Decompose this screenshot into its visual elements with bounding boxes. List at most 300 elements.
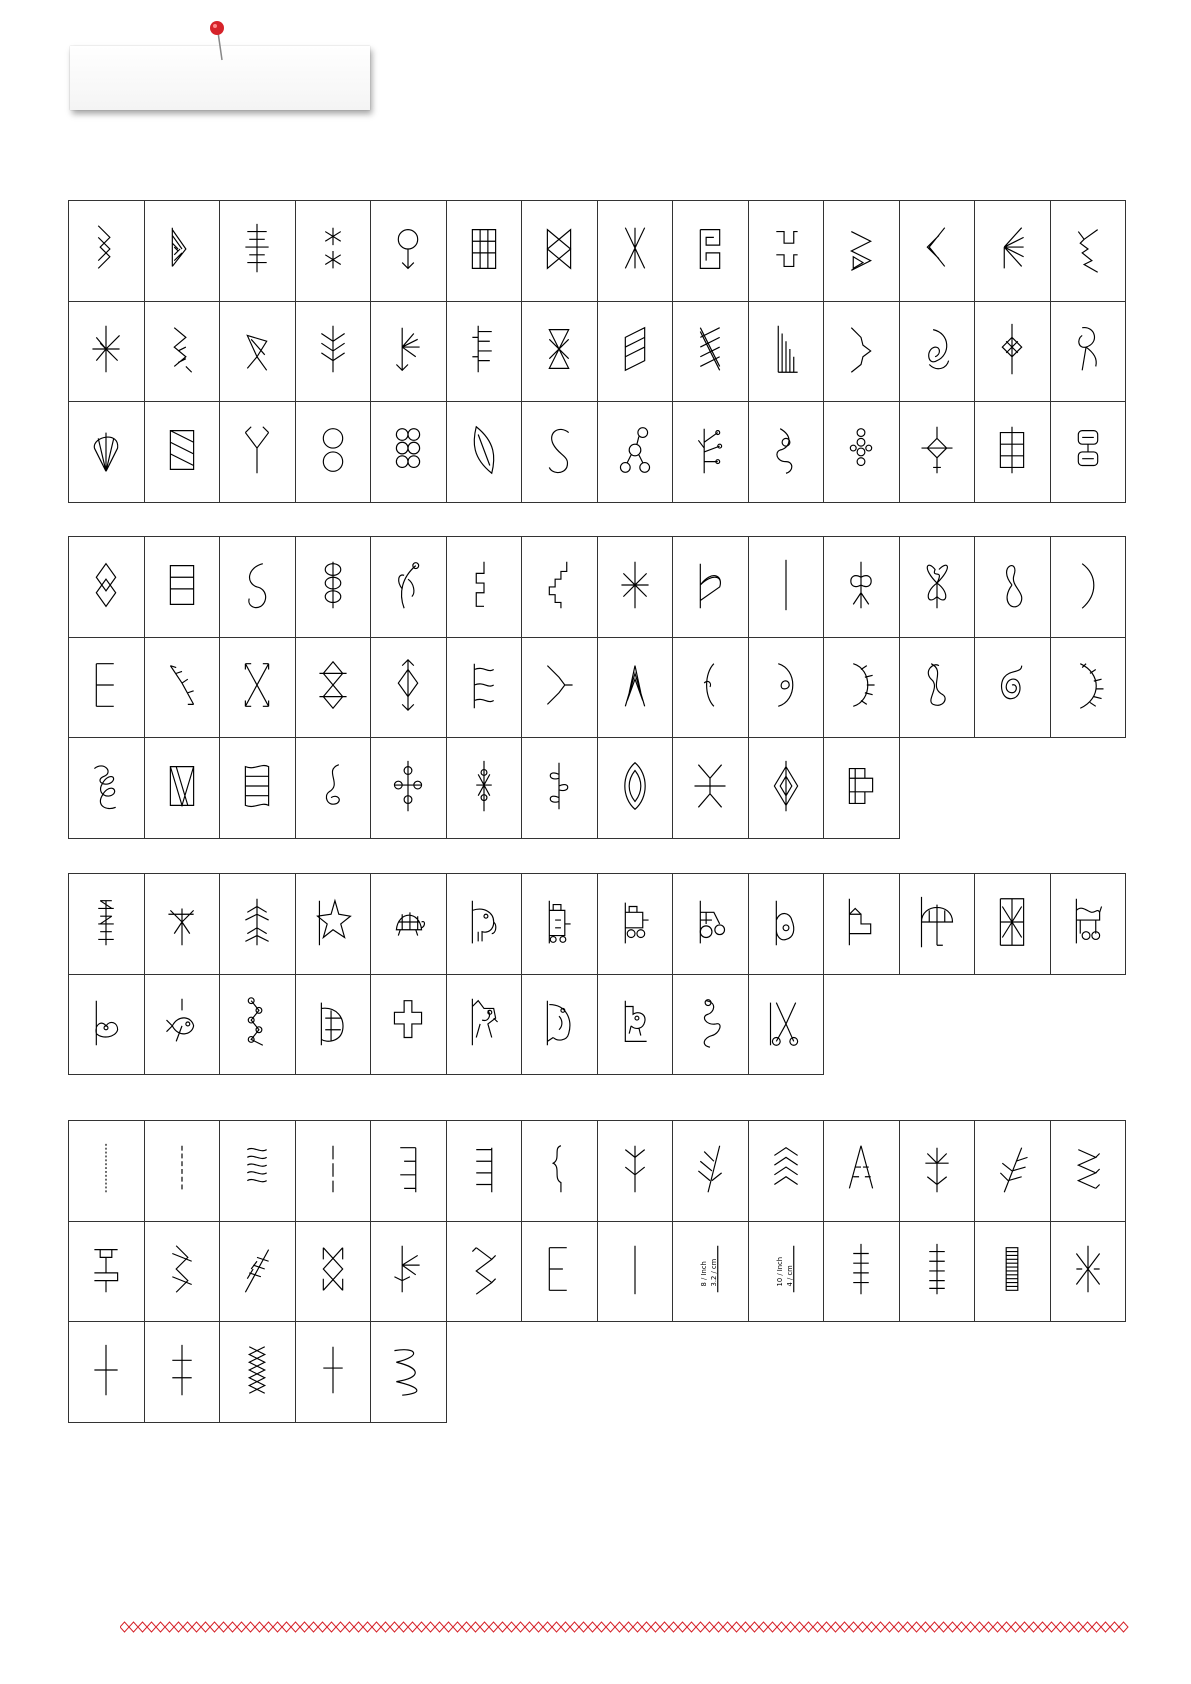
stitch-cell[interactable] bbox=[899, 402, 975, 503]
empty-cell bbox=[597, 1322, 673, 1423]
stitch-cell[interactable] bbox=[295, 1322, 371, 1423]
stitch-cell[interactable] bbox=[748, 402, 824, 503]
stitch-cell[interactable] bbox=[144, 637, 220, 738]
starburst-stitch-icon bbox=[86, 318, 126, 380]
frog-stitch-icon bbox=[313, 991, 353, 1053]
zig-fan-stitch-icon bbox=[1068, 1138, 1108, 1200]
arrow-wedge-stitch-icon bbox=[841, 218, 881, 280]
stitch-cell[interactable] bbox=[1050, 874, 1126, 975]
e-shape-stitch-icon bbox=[539, 1238, 579, 1300]
stitch-cell[interactable] bbox=[597, 1121, 673, 1222]
buttonhole-10-top-text: 10 / Inch bbox=[775, 1257, 784, 1287]
stitch-cell[interactable] bbox=[522, 1121, 598, 1222]
stitch-cell[interactable] bbox=[144, 1121, 220, 1222]
stitch-cell[interactable] bbox=[899, 637, 975, 738]
stitch-cell[interactable] bbox=[522, 637, 598, 738]
stitch-table-3 bbox=[68, 873, 1126, 1075]
push-pin-icon bbox=[205, 18, 235, 64]
cross-stitch-zig-stitch-icon bbox=[237, 1339, 277, 1401]
stitch-cell[interactable] bbox=[899, 537, 975, 638]
label-block-stitch-icon bbox=[237, 1138, 277, 1200]
arc-stitch-icon bbox=[1068, 554, 1108, 616]
cross-stitch-icon bbox=[388, 991, 428, 1053]
stitch-cell[interactable] bbox=[748, 201, 824, 302]
s-curve-stitch-icon bbox=[539, 419, 579, 481]
window-butterfly-stitch-icon bbox=[992, 891, 1032, 953]
arrow-feather-stitch-icon bbox=[237, 1238, 277, 1300]
brace-stitch-icon bbox=[539, 1138, 579, 1200]
stitch-cell[interactable] bbox=[975, 874, 1051, 975]
empty-cell bbox=[824, 974, 900, 1075]
arrow-v-stitch-icon bbox=[162, 654, 202, 716]
stitch-cell[interactable] bbox=[748, 874, 824, 975]
stitch-cell[interactable] bbox=[522, 301, 598, 402]
stitch-cell[interactable] bbox=[899, 1221, 975, 1322]
stitch-cell[interactable] bbox=[673, 637, 749, 738]
fan-bundle-stitch-icon bbox=[615, 654, 655, 716]
meander-stitch-icon bbox=[766, 218, 806, 280]
stitch-cell[interactable] bbox=[673, 738, 749, 839]
fish-stitch-icon bbox=[162, 991, 202, 1053]
stitch-cell[interactable] bbox=[899, 1121, 975, 1222]
stitch-cell[interactable] bbox=[446, 537, 522, 638]
stitch-cell[interactable] bbox=[295, 402, 371, 503]
buttonhole-10-bottom-text: 4 / cm bbox=[785, 1265, 794, 1287]
branch-arrows-stitch-icon bbox=[615, 1138, 655, 1200]
empty-cell bbox=[975, 974, 1051, 1075]
stitch-cell[interactable] bbox=[673, 201, 749, 302]
umbrella-stitch-icon bbox=[917, 891, 957, 953]
scroll-block-stitch-icon bbox=[1068, 419, 1108, 481]
stitch-cell[interactable] bbox=[1050, 537, 1126, 638]
stitch-cell[interactable] bbox=[975, 402, 1051, 503]
chevron-pair-stitch-icon bbox=[917, 218, 957, 280]
stitch-cell[interactable] bbox=[69, 974, 145, 1075]
decorative-stitch-border bbox=[120, 1620, 1130, 1634]
stitch-cell[interactable] bbox=[371, 1221, 447, 1322]
stitch-cell[interactable] bbox=[220, 1221, 296, 1322]
step-angle-stitch-icon bbox=[841, 318, 881, 380]
diamond-stack-stitch-icon bbox=[313, 654, 353, 716]
stitch-row bbox=[69, 874, 1126, 975]
stitch-cell[interactable] bbox=[597, 402, 673, 503]
stitch-cell[interactable] bbox=[975, 1221, 1051, 1322]
empty-cell bbox=[899, 974, 975, 1075]
y-branch-stitch-icon bbox=[237, 419, 277, 481]
stitch-cell[interactable] bbox=[220, 1121, 296, 1222]
double-star-stitch-icon bbox=[313, 218, 353, 280]
stitch-cell[interactable] bbox=[597, 637, 673, 738]
house-stitch-icon bbox=[841, 891, 881, 953]
star-x-stitch-icon bbox=[1068, 1238, 1108, 1300]
stitch-cell[interactable] bbox=[673, 1121, 749, 1222]
stitch-cell[interactable] bbox=[446, 974, 522, 1075]
wave-hook-stitch-icon bbox=[313, 755, 353, 817]
empty-cell bbox=[1050, 1322, 1126, 1423]
empty-cell bbox=[899, 1322, 975, 1423]
double-diamond-stitch-icon bbox=[86, 554, 126, 616]
stitch-cell[interactable] bbox=[371, 537, 447, 638]
stitch-row bbox=[69, 537, 1126, 638]
stitch-cell[interactable] bbox=[446, 874, 522, 975]
stitch-cell[interactable] bbox=[295, 974, 371, 1075]
fringe-arc-stitch-icon bbox=[841, 654, 881, 716]
stitch-cell[interactable] bbox=[69, 1322, 145, 1423]
stitch-row bbox=[69, 1322, 1126, 1423]
stitch-cell[interactable] bbox=[144, 537, 220, 638]
leaf-outline-stitch-icon bbox=[464, 419, 504, 481]
stitch-cell[interactable] bbox=[144, 974, 220, 1075]
stitch-cell[interactable] bbox=[975, 1121, 1051, 1222]
stitch-table-1 bbox=[68, 200, 1126, 503]
stitch-cell[interactable] bbox=[673, 874, 749, 975]
stitch-cell[interactable] bbox=[371, 1322, 447, 1423]
stitch-cell[interactable] bbox=[1050, 201, 1126, 302]
cross-bar-stitch-icon bbox=[86, 1339, 126, 1401]
stitch-cell[interactable] bbox=[597, 738, 673, 839]
chevron-stack-stitch-icon bbox=[766, 1138, 806, 1200]
tulip-stitch-icon bbox=[1068, 318, 1108, 380]
stitch-cell[interactable] bbox=[673, 402, 749, 503]
bow-stitch-icon bbox=[841, 554, 881, 616]
empty-cell bbox=[522, 1322, 598, 1423]
stitch-cell[interactable] bbox=[69, 874, 145, 975]
stitch-cell[interactable] bbox=[824, 738, 900, 839]
stitch-cell[interactable] bbox=[220, 738, 296, 839]
oval-chain-stitch-icon bbox=[313, 554, 353, 616]
empty-cell bbox=[748, 1322, 824, 1423]
elephant-stitch-icon bbox=[464, 891, 504, 953]
stitch-cell[interactable] bbox=[220, 974, 296, 1075]
stitch-cell[interactable] bbox=[824, 1221, 900, 1322]
stitch-cell[interactable] bbox=[446, 201, 522, 302]
buttonhole-10-stitch-icon bbox=[766, 1238, 806, 1300]
stitch-cell[interactable] bbox=[673, 537, 749, 638]
tree-pair-stitch-icon bbox=[237, 891, 277, 953]
zigzag-block-stitch-icon bbox=[162, 755, 202, 817]
leaf-diamond-stitch-icon bbox=[992, 318, 1032, 380]
heart-stitch-icon bbox=[690, 554, 730, 616]
stitch-cell[interactable] bbox=[597, 201, 673, 302]
stitch-cell[interactable] bbox=[69, 537, 145, 638]
stitch-cell[interactable] bbox=[1050, 402, 1126, 503]
stitch-cell[interactable] bbox=[824, 402, 900, 503]
double-circle-stitch-icon bbox=[313, 419, 353, 481]
stitch-cell[interactable] bbox=[69, 637, 145, 738]
stitch-cell[interactable] bbox=[295, 874, 371, 975]
arrow-diamond-stitch-icon bbox=[388, 654, 428, 716]
diamond-cross-stitch-icon bbox=[86, 218, 126, 280]
empty-cell bbox=[446, 1322, 522, 1423]
stitch-cell[interactable] bbox=[748, 1221, 824, 1322]
flower-stem-stitch-icon bbox=[388, 554, 428, 616]
empty-cell bbox=[975, 1322, 1051, 1423]
bow-x-stitch-icon bbox=[313, 1238, 353, 1300]
asterisk-stitch-icon bbox=[615, 554, 655, 616]
stitch-cell[interactable] bbox=[597, 974, 673, 1075]
stitch-cell[interactable] bbox=[295, 201, 371, 302]
stitch-cell[interactable] bbox=[975, 301, 1051, 402]
stitch-cell[interactable] bbox=[975, 637, 1051, 738]
bow-tie-stitch-icon bbox=[539, 218, 579, 280]
stitch-cell[interactable] bbox=[824, 1121, 900, 1222]
stitch-cell[interactable] bbox=[1050, 637, 1126, 738]
stitch-cell[interactable] bbox=[446, 1221, 522, 1322]
cross-bar-double-stitch-icon bbox=[162, 1339, 202, 1401]
stitch-cell[interactable] bbox=[522, 402, 598, 503]
stitch-cell[interactable] bbox=[371, 637, 447, 738]
stitch-cell[interactable] bbox=[446, 301, 522, 402]
dash-line-stitch-icon bbox=[162, 1138, 202, 1200]
dot-cross-stitch-icon bbox=[464, 755, 504, 817]
stitch-cell[interactable] bbox=[144, 301, 220, 402]
stitch-cell[interactable] bbox=[69, 1121, 145, 1222]
comb-three-b-stitch-icon bbox=[464, 1138, 504, 1200]
empty-cell bbox=[673, 1322, 749, 1423]
stitch-cell[interactable] bbox=[824, 201, 900, 302]
feather-zigzag-stitch-icon bbox=[690, 318, 730, 380]
stitch-cell[interactable] bbox=[597, 301, 673, 402]
stitch-cell[interactable] bbox=[899, 874, 975, 975]
stitch-cell[interactable] bbox=[220, 201, 296, 302]
fancy-block-stitch-icon bbox=[841, 755, 881, 817]
stitch-cell[interactable] bbox=[144, 402, 220, 503]
shell-fan-stitch-icon bbox=[86, 419, 126, 481]
stitch-row bbox=[69, 738, 1126, 839]
v-curve-stitch-icon bbox=[539, 654, 579, 716]
fan-lines-stitch-icon bbox=[992, 218, 1032, 280]
kite-stitch-icon bbox=[237, 318, 277, 380]
stitch-cell[interactable] bbox=[220, 537, 296, 638]
fan-flower-stitch-icon bbox=[162, 891, 202, 953]
loops-stitch-icon bbox=[86, 755, 126, 817]
stitch-cell[interactable] bbox=[220, 874, 296, 975]
stitch-row bbox=[69, 201, 1126, 302]
diamond-point-stitch-icon bbox=[766, 755, 806, 817]
swirl-stitch-icon bbox=[237, 554, 277, 616]
stitch-cell[interactable] bbox=[673, 301, 749, 402]
comb-e-stitch-icon bbox=[86, 654, 126, 716]
cross-zig-stitch-icon bbox=[464, 1238, 504, 1300]
stitch-table-4 bbox=[68, 1120, 1126, 1423]
satin-bar-stitch-icon bbox=[992, 1238, 1032, 1300]
dolphin-stitch-icon bbox=[539, 991, 579, 1053]
stitch-cell[interactable] bbox=[371, 301, 447, 402]
empty-cell bbox=[1050, 974, 1126, 1075]
zigzag-arrows-stitch-icon bbox=[162, 318, 202, 380]
stitch-cell[interactable] bbox=[748, 1121, 824, 1222]
stitch-cell[interactable] bbox=[748, 301, 824, 402]
straight-line-stitch-icon bbox=[766, 554, 806, 616]
stitch-cell[interactable] bbox=[295, 738, 371, 839]
bead-column-stitch-icon bbox=[841, 419, 881, 481]
stitch-cell[interactable] bbox=[673, 1221, 749, 1322]
grid-block-stitch-icon bbox=[464, 218, 504, 280]
stitch-row bbox=[69, 637, 1126, 738]
stitch-row bbox=[69, 1121, 1126, 1222]
butterfly-stitch-icon bbox=[917, 554, 957, 616]
step-hook-stitch-icon bbox=[464, 554, 504, 616]
stitch-cell[interactable] bbox=[597, 537, 673, 638]
cross-flower-stitch-icon bbox=[388, 755, 428, 817]
step-ladder-stitch-icon bbox=[539, 554, 579, 616]
ladder-bar-stitch-icon bbox=[841, 1238, 881, 1300]
curly-bracket-stitch-icon bbox=[464, 654, 504, 716]
stitch-table-2 bbox=[68, 536, 1126, 839]
stitch-cell[interactable] bbox=[295, 637, 371, 738]
buttonhole-8-top-text: 8 / Inch bbox=[700, 1261, 709, 1287]
figure-eight-stitch-icon bbox=[992, 554, 1032, 616]
stitch-row bbox=[69, 402, 1126, 503]
stitch-cell[interactable] bbox=[295, 1221, 371, 1322]
stitch-cell[interactable] bbox=[522, 201, 598, 302]
bear-stitch-icon bbox=[615, 991, 655, 1053]
stitch-cell[interactable] bbox=[220, 402, 296, 503]
buttonhole-8-bottom-text: 3.2 / cm bbox=[710, 1259, 719, 1287]
stitch-cell[interactable] bbox=[371, 1121, 447, 1222]
stitch-cell[interactable] bbox=[748, 738, 824, 839]
stitch-cell[interactable] bbox=[144, 738, 220, 839]
balloon-stitch-icon bbox=[388, 218, 428, 280]
feather-branch-stitch-icon bbox=[313, 318, 353, 380]
stitch-cell[interactable] bbox=[748, 637, 824, 738]
stitch-cell[interactable] bbox=[69, 402, 145, 503]
tower-stitch-icon bbox=[86, 891, 126, 953]
stitch-row bbox=[69, 974, 1126, 1075]
comb-lines-stitch-icon bbox=[766, 318, 806, 380]
pipe-stitch-icon bbox=[86, 1238, 126, 1300]
tree-cross-stitch-icon bbox=[917, 1138, 957, 1200]
stitch-cell[interactable] bbox=[899, 301, 975, 402]
stitch-cell[interactable] bbox=[522, 1221, 598, 1322]
tricycle-stitch-icon bbox=[690, 891, 730, 953]
stitch-cell[interactable] bbox=[522, 738, 598, 839]
dot-branch-stitch-icon bbox=[690, 419, 730, 481]
stitch-cell[interactable] bbox=[1050, 1121, 1126, 1222]
stitch-row bbox=[69, 301, 1126, 402]
stitch-cell[interactable] bbox=[824, 301, 900, 402]
stitch-cell[interactable] bbox=[69, 301, 145, 402]
spiral-stitch-icon bbox=[992, 654, 1032, 716]
z-lines-stitch-icon bbox=[162, 419, 202, 481]
ladder-bar-b-stitch-icon bbox=[917, 1238, 957, 1300]
stitch-cell[interactable] bbox=[748, 537, 824, 638]
stitch-cell[interactable] bbox=[446, 738, 522, 839]
stitch-cell[interactable] bbox=[975, 201, 1051, 302]
stitch-cell[interactable] bbox=[1050, 301, 1126, 402]
stitch-cell[interactable] bbox=[597, 1221, 673, 1322]
empty-cell bbox=[975, 738, 1051, 839]
stitch-cell[interactable] bbox=[371, 874, 447, 975]
rocket-stitch-icon bbox=[539, 891, 579, 953]
honeycomb-stitch-icon bbox=[388, 419, 428, 481]
stitch-cell[interactable] bbox=[220, 301, 296, 402]
train-stitch-icon bbox=[615, 891, 655, 953]
spiral-arc-stitch-icon bbox=[766, 654, 806, 716]
thin-line-stitch-icon bbox=[615, 1238, 655, 1300]
bead-drops-stitch-icon bbox=[237, 991, 277, 1053]
eye-shape-stitch-icon bbox=[615, 755, 655, 817]
shoe-stitch-icon bbox=[766, 891, 806, 953]
stitch-cell[interactable] bbox=[69, 738, 145, 839]
stitch-cell[interactable] bbox=[446, 637, 522, 738]
turtle-stitch-icon bbox=[388, 891, 428, 953]
stitch-cell[interactable] bbox=[69, 201, 145, 302]
stitch-cell[interactable] bbox=[144, 1322, 220, 1423]
stitch-cell[interactable] bbox=[975, 537, 1051, 638]
stitch-cell[interactable] bbox=[371, 201, 447, 302]
comb-three-stitch-icon bbox=[388, 1138, 428, 1200]
vine-knot-stitch-icon bbox=[766, 419, 806, 481]
stitch-cell[interactable] bbox=[522, 974, 598, 1075]
empty-cell bbox=[824, 1322, 900, 1423]
stitch-cell[interactable] bbox=[220, 637, 296, 738]
bar-ladder-stitch-icon bbox=[464, 318, 504, 380]
hourglass-lines-stitch-icon bbox=[539, 318, 579, 380]
stitch-cell[interactable] bbox=[144, 201, 220, 302]
empty-cell bbox=[899, 738, 975, 839]
stitch-cell[interactable] bbox=[748, 974, 824, 1075]
circle-chain-stitch-icon bbox=[615, 419, 655, 481]
window-block-stitch-icon bbox=[992, 419, 1032, 481]
stitch-cell[interactable] bbox=[295, 301, 371, 402]
stitch-cell[interactable] bbox=[446, 402, 522, 503]
stitch-cell[interactable] bbox=[824, 637, 900, 738]
stitch-cell[interactable] bbox=[371, 738, 447, 839]
stitch-cell[interactable] bbox=[144, 874, 220, 975]
branch-feather-stitch-icon bbox=[690, 1138, 730, 1200]
twist-stitch-icon bbox=[917, 654, 957, 716]
empty-cell bbox=[1050, 738, 1126, 839]
stitch-cell[interactable] bbox=[522, 537, 598, 638]
stitch-cell[interactable] bbox=[69, 1221, 145, 1322]
duck-stitch-icon bbox=[86, 991, 126, 1053]
stitch-cell[interactable] bbox=[597, 874, 673, 975]
stitch-cell[interactable] bbox=[295, 1121, 371, 1222]
paisley-stitch-icon bbox=[917, 318, 957, 380]
parallelogram-stitch-icon bbox=[615, 318, 655, 380]
stitch-cell[interactable] bbox=[673, 974, 749, 1075]
zigzag-diamond-stitch-icon bbox=[162, 1238, 202, 1300]
stitch-cell[interactable] bbox=[446, 1121, 522, 1222]
scissors-stitch-icon bbox=[766, 991, 806, 1053]
lace-arc-stitch-icon bbox=[1068, 654, 1108, 716]
stitch-cell[interactable] bbox=[371, 402, 447, 503]
arrow-cross-stitch-icon bbox=[237, 654, 277, 716]
diamond-branch-stitch-icon bbox=[917, 419, 957, 481]
stitch-cell[interactable] bbox=[144, 1221, 220, 1322]
stitch-cell[interactable] bbox=[295, 537, 371, 638]
sawtooth-stitch-icon bbox=[1068, 218, 1108, 280]
stitch-cell[interactable] bbox=[371, 974, 447, 1075]
stitch-cell[interactable] bbox=[220, 1322, 296, 1423]
ladder-v-stitch-icon bbox=[841, 1138, 881, 1200]
stitch-cell[interactable] bbox=[824, 874, 900, 975]
buttonhole-8-stitch-icon bbox=[690, 1238, 730, 1300]
stitch-cell[interactable] bbox=[899, 201, 975, 302]
tree-triangle-stitch-icon bbox=[162, 218, 202, 280]
stitch-cell[interactable] bbox=[824, 537, 900, 638]
horse-stitch-icon bbox=[464, 991, 504, 1053]
stitch-cell[interactable] bbox=[522, 874, 598, 975]
stitch-cell[interactable] bbox=[1050, 1221, 1126, 1322]
feather-rays-stitch-icon bbox=[992, 1138, 1032, 1200]
stitch-row bbox=[69, 1221, 1126, 1322]
dash-segments-stitch-icon bbox=[313, 1138, 353, 1200]
wave-stitch-icon bbox=[388, 1339, 428, 1401]
rectangle-grid-stitch-icon bbox=[162, 554, 202, 616]
leaf-scroll-stitch-icon bbox=[539, 755, 579, 817]
